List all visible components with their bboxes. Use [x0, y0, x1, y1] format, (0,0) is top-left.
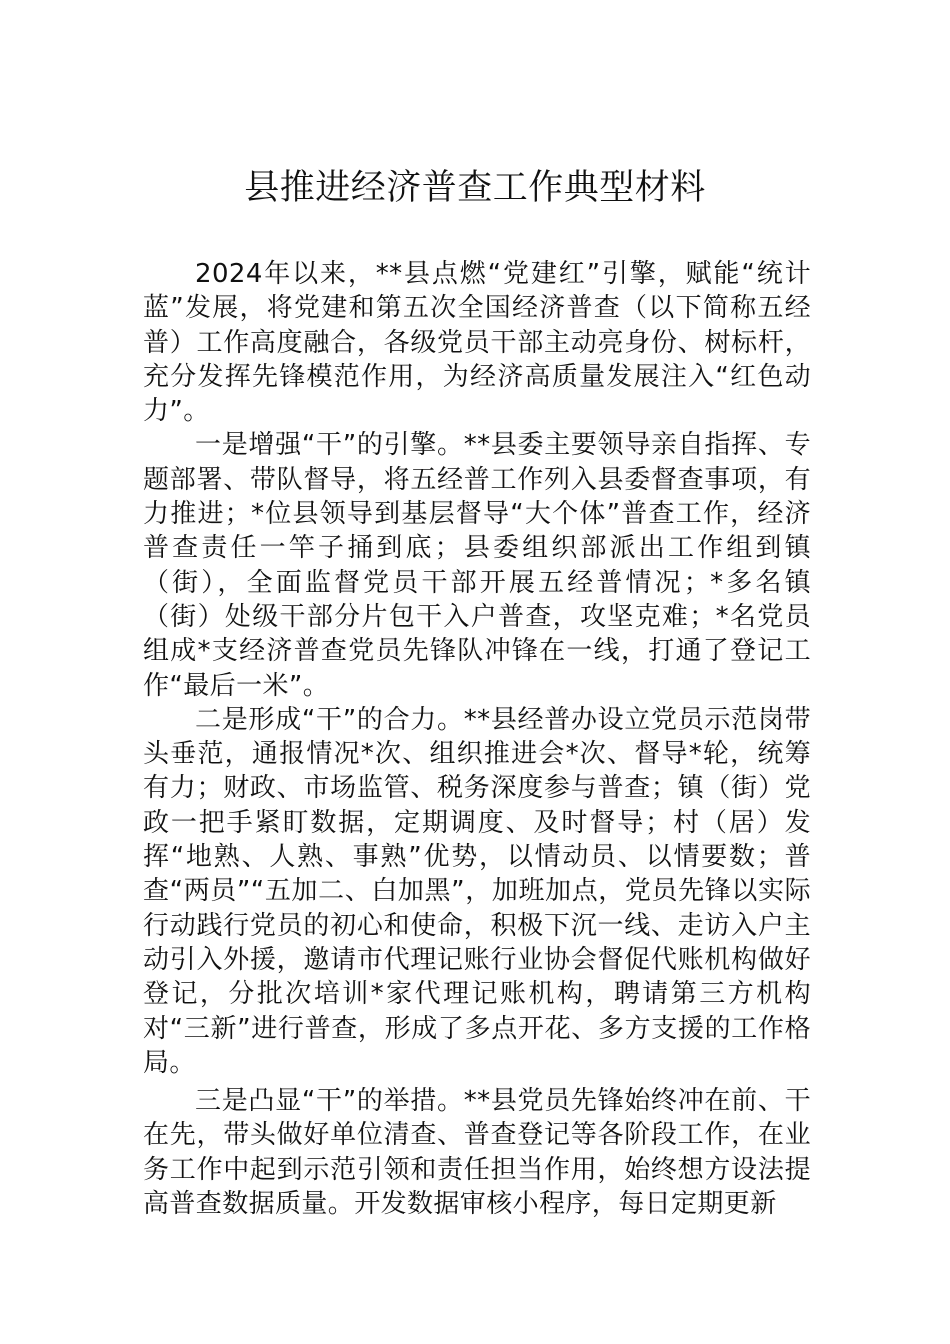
paragraph-synergy: 二是形成“干”的合力。**县经普办设立党员示范岗带头垂范，通报情况*次、组织推进会*次、督导*轮，统筹有力；财政、市场监管、税务深度参与普查；镇（街）党政一把手紧盯数据，定期调度、及时督导；村（居）发挥“地熟、人熟、事熟”优势，以情动员、以情要数；普查“两员”“五加二、白加黑”，加班加点，党员先锋以实际行动践行党员的初心和使命，积极下沉一线、走访入户主动引入外援，邀请市代理记账行业协会督促代账机构做好登记，分批次培训*家代理记账机构，聘请第三方机构对“三新”进行普查，形成了多点开花、多方支援的工作格局。: [143, 704, 811, 1078]
paragraph-intro: 2024年以来，**县点燃“党建红”引擎，赋能“统计蓝”发展，将党建和第五次全国经济普查（以下简称五经普）工作高度融合，各级党员干部主动亮身份、树标杆，充分发挥先锋模范作用，为经济高质量发展注入“红色动力”。: [143, 259, 811, 427]
paragraph-engine: 一是增强“干”的引擎。**县委主要领导亲自指挥、专题部署、带队督导，将五经普工作列入县委督查事项，有力推进；*位县领导到基层督导“大个体”普查工作，经济普查责任一竿子捅到底；县委组织部派出工作组到镇（街），全面监督党员干部开展五经普情况；*多名镇（街）处级干部分片包干入户普查，攻坚克难；*名党员组成*支经济普查党员先锋队冲锋在一线，打通了登记工作“最后一米”。: [143, 430, 811, 701]
paragraph-measures: 三是凸显“干”的举措。**县党员先锋始终冲在前、干在先，带头做好单位清查、普查登记等各阶段工作，在业务工作中起到示范引领和责任担当作用，始终想方设法提高普查数据质量。开发数据审核小程序，每日定期更新: [143, 1086, 811, 1220]
document-body: [143, 257, 811, 1221]
document-title: 县推进经济普查工作典型材料: [244, 168, 706, 208]
